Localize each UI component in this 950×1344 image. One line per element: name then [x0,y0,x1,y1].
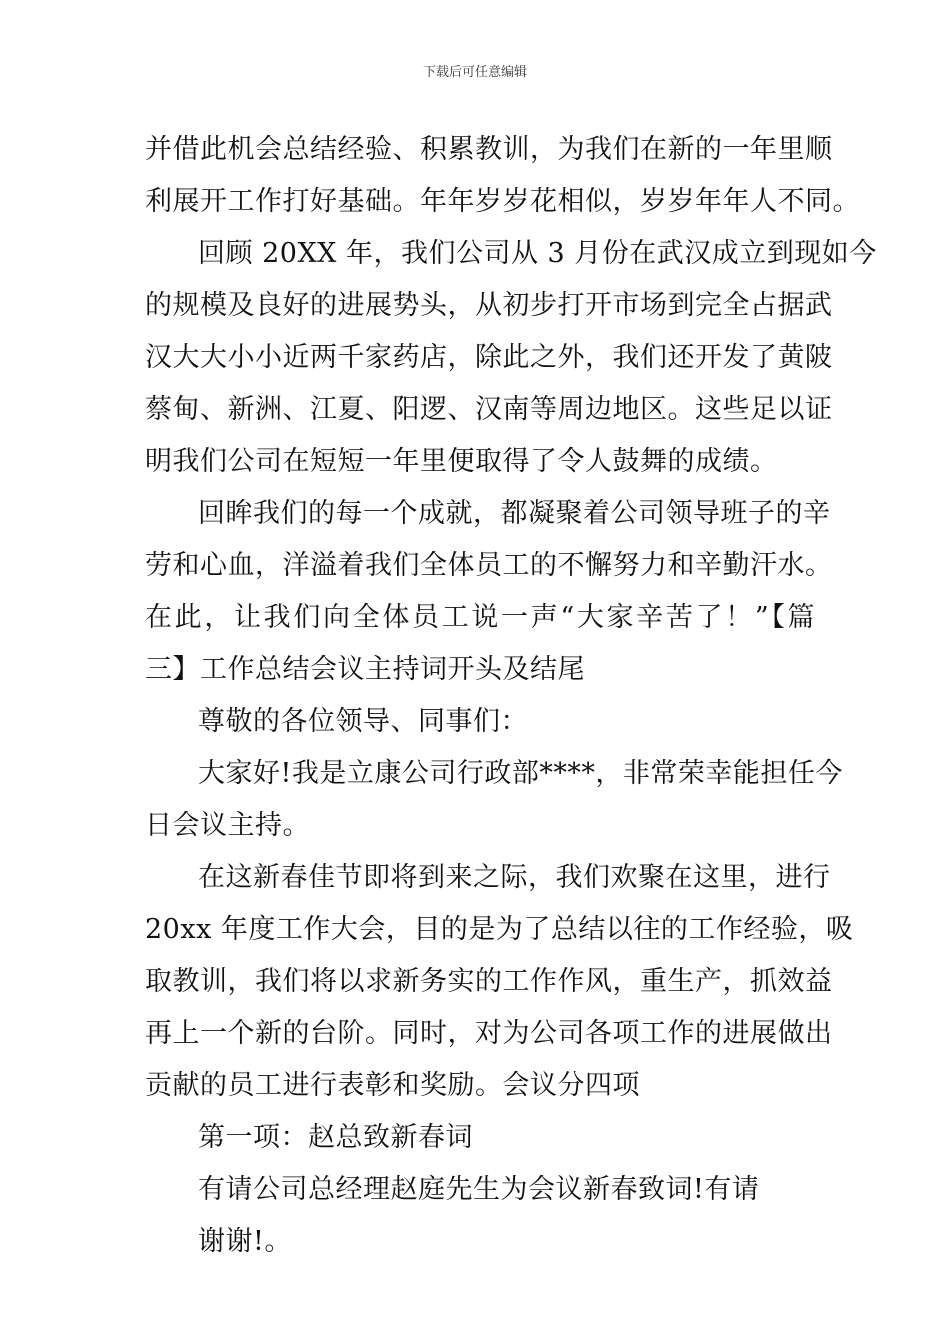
text-line: 贡献的员工进行表彰和奖励。会议分四项 [145,1070,640,1101]
text-line: 回眸我们的每一个成就，都凝聚着公司领导班子的辛 [198,498,831,529]
text-line: 尊敬的各位领导、同事们： [198,706,528,737]
text-line: 在此，让我们向全体员工说一声“大家辛苦了！”【篇 [145,602,815,633]
text-line: 明我们公司在短短一年里便取得了令人鼓舞的成绩。 [145,446,778,477]
header-text: 下载后可任意编辑 [422,65,527,80]
text-line: 20xx 年度工作大会，目的是为了总结以往的工作经验，吸 [145,914,854,945]
text-line: 利展开工作打好基础。年年岁岁花相似，岁岁年年人不同。 [145,186,860,217]
page-header [0,64,950,82]
text-line: 大家好!我是立康公司行政部****，非常荣幸能担任今 [198,758,843,789]
text-line: 劳和心血，洋溢着我们全体员工的不懈努力和辛勤汗水。 [145,550,833,581]
text-line: 蔡甸、新洲、江夏、阳逻、汉南等周边地区。这些足以证 [145,394,833,425]
text-line: 回顾 20XX 年，我们公司从 3 月份在武汉成立到现如今 [198,238,877,269]
text-line: 汉大大小小近两千家药店，除此之外，我们还开发了黄陂 [145,342,833,373]
text-line: 并借此机会总结经验、积累教训，为我们在新的一年里顺 [145,134,833,165]
text-line: 有请公司总经理赵庭先生为会议新春致词!有请 [198,1174,760,1205]
document-body [145,124,877,1268]
text-line: 日会议主持。 [145,810,310,841]
text-line: 再上一个新的台阶。同时，对为公司各项工作的进展做出 [145,1018,833,1049]
text-line: 在这新春佳节即将到来之际，我们欢聚在这里，进行 [198,862,831,893]
text-line: 第一项：赵总致新春词 [198,1122,473,1153]
text-line: 三】工作总结会议主持词开头及结尾 [145,654,585,685]
text-line: 谢谢!。 [198,1226,292,1257]
text-line: 的规模及良好的进展势头，从初步打开市场到完全占据武 [145,290,833,321]
text-line: 取教训，我们将以求新务实的工作作风，重生产，抓效益 [145,966,833,997]
